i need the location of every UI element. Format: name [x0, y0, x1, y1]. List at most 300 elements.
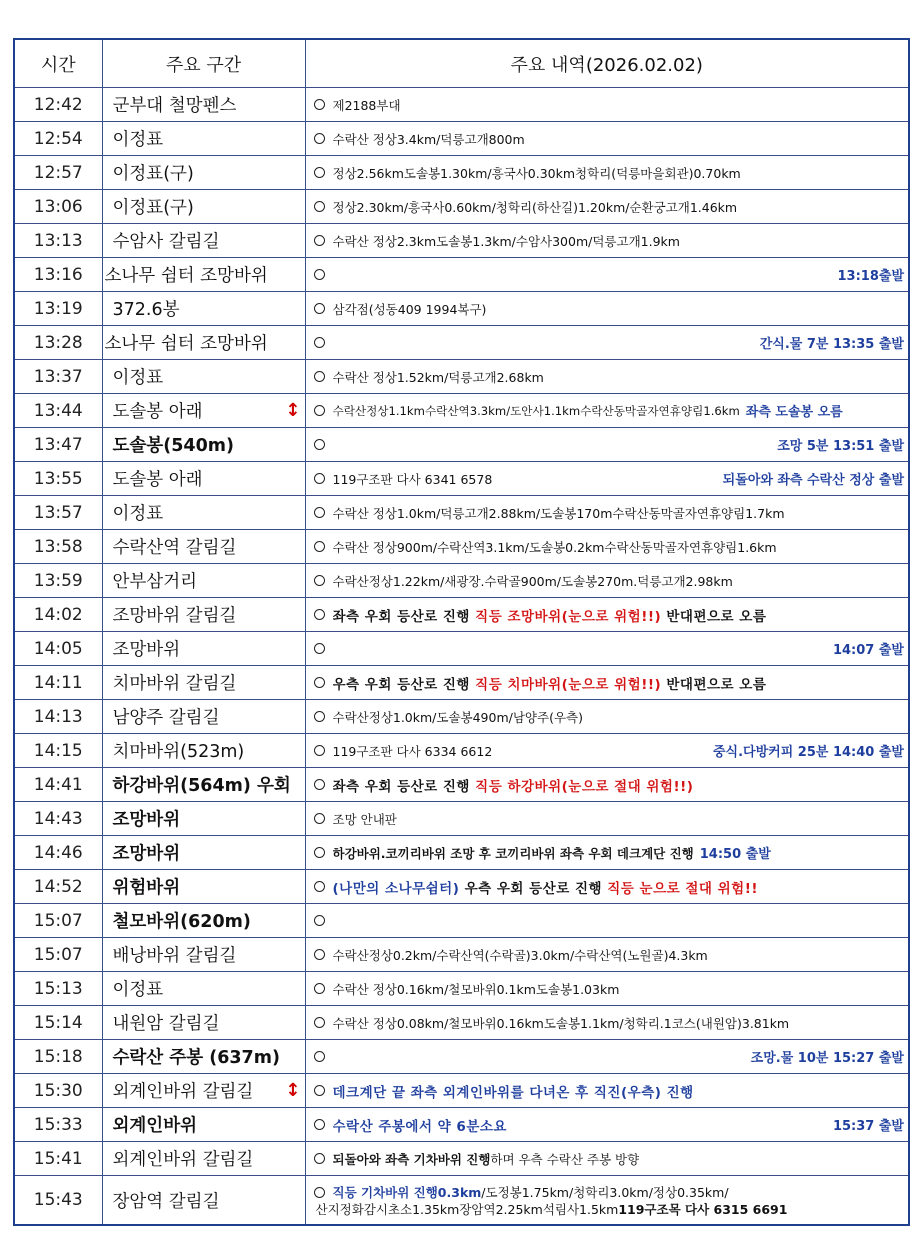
section-label: 치마바위 갈림길	[112, 674, 237, 694]
table-row	[14, 666, 909, 700]
detail-content	[314, 1014, 909, 1032]
circle-bullet-icon	[314, 371, 325, 382]
section-label: 이정표	[112, 368, 164, 388]
departure-note: 간식.물 7분 13:35 출발	[759, 337, 904, 352]
time-cell: 14:43	[14, 802, 102, 836]
detail-cell	[305, 734, 909, 768]
detail-body	[333, 572, 733, 590]
detail-content	[314, 1047, 909, 1066]
table-row	[14, 904, 909, 938]
section-cell	[102, 292, 305, 326]
detail-body	[333, 877, 759, 897]
inline-note: 좌측 도솔봉 오름	[745, 405, 843, 420]
time-cell: 14:11	[14, 666, 102, 700]
detail-text: 수락산 정상1.52km/덕릉고개2.68km	[332, 369, 544, 385]
section-label: 수락산역 갈림길	[112, 538, 237, 558]
circle-bullet-icon	[314, 1119, 325, 1130]
section-wrap	[113, 534, 305, 559]
section-label: 장암역 갈림길	[112, 1191, 220, 1212]
table-row	[14, 258, 909, 292]
time-cell: 15:07	[14, 938, 102, 972]
up-down-arrow-icon: ↕	[285, 400, 301, 421]
detail-body	[333, 605, 767, 625]
section-wrap	[113, 874, 305, 899]
section-cell	[102, 394, 305, 428]
detail-cell	[305, 1176, 909, 1226]
section-label: 이정표	[112, 130, 164, 150]
section-wrap	[113, 296, 305, 321]
section-cell	[102, 1006, 305, 1040]
circle-bullet-icon	[314, 881, 325, 892]
section-wrap	[113, 670, 305, 695]
detail-content	[314, 538, 909, 556]
section-cell	[102, 768, 305, 802]
circle-bullet-icon	[314, 99, 325, 110]
detail-line-1	[333, 1184, 788, 1201]
section-cell	[102, 802, 305, 836]
detail-cell	[305, 1108, 909, 1142]
time-cell: 13:06	[14, 190, 102, 224]
detail-body	[333, 742, 493, 760]
detail-content	[314, 1115, 909, 1135]
detail-text: 제2188부대	[332, 97, 401, 113]
detail-content	[314, 877, 909, 897]
section-cell	[102, 1074, 305, 1108]
departure-note: 15:37 출발	[832, 1119, 904, 1134]
detail-body	[333, 1150, 640, 1168]
time-cell: 14:15	[14, 734, 102, 768]
detail-cell	[305, 360, 909, 394]
section-label: 외계인바위 갈림길	[112, 1150, 254, 1170]
section-cell	[102, 360, 305, 394]
departure-note: 조망 5분 13:51 출발	[777, 439, 904, 454]
section-cell	[102, 666, 305, 700]
section-label: 수암사 갈림길	[112, 232, 220, 252]
section-label: 이정표(구)	[112, 198, 194, 218]
circle-bullet-icon	[314, 575, 325, 586]
section-cell	[102, 1142, 305, 1176]
detail-cell	[305, 768, 909, 802]
circle-bullet-icon	[314, 1017, 325, 1028]
section-wrap	[113, 942, 305, 967]
section-cell	[102, 462, 305, 496]
table-row	[14, 122, 909, 156]
time-cell: 15:43	[14, 1176, 102, 1226]
header-section: 주요 구간	[102, 39, 305, 88]
detail-body	[333, 232, 680, 250]
section-label: 조망바위	[112, 810, 181, 830]
section-wrap	[113, 1146, 305, 1171]
section-wrap	[113, 976, 305, 1001]
section-label: 도솔봉(540m)	[112, 436, 234, 456]
section-label: 외계인바위 갈림길	[112, 1082, 254, 1102]
circle-bullet-icon	[314, 1085, 325, 1096]
section-wrap	[113, 92, 305, 117]
time-cell: 13:16	[14, 258, 102, 292]
detail-cell	[305, 1142, 909, 1176]
detail-cell	[305, 972, 909, 1006]
circle-bullet-icon	[314, 473, 325, 484]
section-wrap	[113, 636, 305, 661]
detail-content	[314, 980, 909, 998]
detail-cell	[305, 224, 909, 258]
detail-content	[314, 775, 909, 795]
table-row	[14, 1142, 909, 1176]
section-label: 외계인바위	[112, 1116, 198, 1136]
detail-content	[314, 639, 909, 658]
detail-cell	[305, 598, 909, 632]
departure-note: 14:07 출발	[832, 643, 904, 658]
detail-cell	[305, 700, 909, 734]
detail-text: 직등 조망바위(눈으로 위험!!)	[475, 608, 662, 625]
circle-bullet-icon	[314, 507, 325, 518]
detail-text: 되돌아와 좌측 기차바위 진행	[332, 1151, 491, 1167]
time-cell: 14:52	[14, 870, 102, 904]
detail-text: 수락산 정상0.08km/철모바위0.16km도솔봉1.1km/청학리.1코스(내원암)3.81km	[332, 1015, 790, 1031]
hiking-log-table	[13, 38, 910, 1226]
section-wrap	[113, 398, 305, 423]
detail-body	[333, 775, 694, 795]
detail-cell	[305, 802, 909, 836]
table-row	[14, 224, 909, 258]
detail-cell	[305, 938, 909, 972]
detail-content	[314, 504, 909, 522]
table-row	[14, 156, 909, 190]
detail-body	[333, 1115, 507, 1135]
table-row	[14, 360, 909, 394]
time-cell: 15:13	[14, 972, 102, 1006]
detail-cell	[305, 326, 909, 360]
section-wrap	[113, 1078, 305, 1103]
section-label: 이정표	[112, 980, 164, 1000]
section-wrap	[113, 466, 305, 491]
detail-cell	[305, 1074, 909, 1108]
section-cell	[102, 326, 305, 360]
table-row	[14, 462, 909, 496]
time-cell: 13:59	[14, 564, 102, 598]
detail-content	[314, 232, 909, 250]
table-row	[14, 870, 909, 904]
detail-body	[333, 946, 708, 964]
time-cell: 13:19	[14, 292, 102, 326]
section-wrap	[113, 772, 305, 797]
table-row	[14, 632, 909, 666]
circle-bullet-icon	[314, 949, 325, 960]
detail-text: 119구조판 다사 6341 6578	[332, 471, 493, 487]
section-label: 내원암 갈림길	[112, 1014, 220, 1034]
circle-bullet-icon	[314, 677, 325, 688]
detail-text: 정상2.30km/흥국사0.60km/청학리(하산길)1.20km/순환궁고개1.46km	[332, 199, 738, 215]
detail-cell	[305, 530, 909, 564]
detail-text: 119구조목 다사 6315 6691	[618, 1202, 788, 1217]
section-label: 조망바위	[112, 640, 181, 660]
time-cell: 15:41	[14, 1142, 102, 1176]
section-cell	[102, 870, 305, 904]
section-cell	[102, 564, 305, 598]
section-cell	[102, 700, 305, 734]
time-cell: 14:41	[14, 768, 102, 802]
section-wrap	[113, 602, 305, 627]
table-row	[14, 836, 909, 870]
table-row	[14, 292, 909, 326]
section-wrap	[113, 908, 305, 933]
section-label: 소나무 쉼터 조망바위	[104, 266, 268, 286]
detail-cell	[305, 870, 909, 904]
detail-body	[333, 368, 544, 386]
detail-line-2	[316, 1201, 788, 1218]
section-cell	[102, 530, 305, 564]
detail-text: 하며 우측 수락산 주봉 방향	[490, 1151, 640, 1167]
section-label: 372.6봉	[112, 300, 180, 320]
detail-cell	[305, 666, 909, 700]
time-cell: 15:07	[14, 904, 102, 938]
section-cell	[102, 258, 305, 292]
section-label: 위험바위	[112, 878, 181, 898]
table-row	[14, 496, 909, 530]
detail-content	[314, 130, 909, 148]
section-wrap	[113, 432, 305, 457]
detail-content	[314, 708, 909, 726]
circle-bullet-icon	[314, 235, 325, 246]
time-cell: 13:47	[14, 428, 102, 462]
detail-text: 수락산 정상3.4km/덕릉고개800m	[332, 131, 525, 147]
table-row	[14, 190, 909, 224]
circle-bullet-icon	[314, 609, 325, 620]
time-cell: 12:57	[14, 156, 102, 190]
detail-cell	[305, 88, 909, 122]
detail-text: 우측 우회 등산로 진행	[464, 880, 608, 897]
detail-text: 조망 안내판	[332, 811, 397, 827]
detail-content	[314, 469, 909, 488]
detail-cell	[305, 428, 909, 462]
table-row	[14, 1108, 909, 1142]
detail-content	[314, 300, 909, 318]
section-label: 도솔봉 아래	[112, 402, 203, 422]
table-row	[14, 530, 909, 564]
section-label: 조망바위 갈림길	[112, 606, 237, 626]
detail-content	[314, 572, 909, 590]
time-cell: 13:44	[14, 394, 102, 428]
detail-cell	[305, 394, 909, 428]
section-wrap	[113, 1112, 305, 1137]
detail-content	[314, 368, 909, 386]
detail-content	[314, 435, 909, 454]
section-cell	[102, 428, 305, 462]
detail-cell	[305, 904, 909, 938]
circle-bullet-icon	[314, 541, 325, 552]
detail-content	[314, 333, 909, 352]
detail-text: 우측 우회 등산로 진행	[332, 676, 476, 693]
detail-text: 정상2.56km도솔봉1.30km/흥국사0.30km청학리(덕릉마을회관)0.70km	[332, 165, 741, 181]
detail-body	[333, 470, 493, 488]
detail-cell	[305, 292, 909, 326]
detail-text: (나만의 소나무쉼터)	[332, 880, 465, 897]
table-row	[14, 326, 909, 360]
section-wrap	[105, 330, 305, 355]
detail-cell	[305, 1006, 909, 1040]
time-cell: 15:14	[14, 1006, 102, 1040]
detail-text: 수락산 주봉에서 약 6분소요	[332, 1118, 507, 1135]
time-cell: 15:30	[14, 1074, 102, 1108]
detail-body	[333, 844, 694, 862]
table-row	[14, 428, 909, 462]
detail-cell	[305, 122, 909, 156]
circle-bullet-icon	[314, 745, 325, 756]
detail-body	[333, 538, 777, 556]
header-time: 시간	[14, 39, 102, 88]
detail-text: 직등 하강바위(눈으로 절대 위험!!)	[475, 778, 694, 795]
detail-body	[333, 673, 767, 693]
circle-bullet-icon	[314, 1051, 325, 1062]
time-cell: 13:58	[14, 530, 102, 564]
detail-content	[314, 198, 909, 216]
section-cell	[102, 938, 305, 972]
detail-text: 좌측 우회 등산로 진행	[332, 778, 476, 795]
section-label: 배낭바위 갈림길	[112, 946, 237, 966]
detail-content	[314, 1081, 909, 1101]
time-cell: 15:18	[14, 1040, 102, 1074]
detail-cell	[305, 496, 909, 530]
section-cell	[102, 88, 305, 122]
detail-text: 하강바위.코끼리바위 조망 후 코끼리바위 좌측 우회 데크계단 진행	[332, 845, 694, 861]
section-wrap	[113, 1010, 305, 1035]
time-cell: 13:55	[14, 462, 102, 496]
section-wrap	[113, 364, 305, 389]
detail-content	[314, 96, 909, 114]
section-cell	[102, 632, 305, 666]
detail-content	[314, 673, 909, 693]
section-wrap	[113, 160, 305, 185]
detail-body	[333, 980, 620, 998]
time-cell: 14:02	[14, 598, 102, 632]
detail-cell	[305, 258, 909, 292]
section-wrap	[113, 840, 305, 865]
circle-bullet-icon	[314, 439, 325, 450]
section-cell	[102, 496, 305, 530]
detail-body	[333, 164, 741, 182]
section-cell	[102, 190, 305, 224]
detail-cell	[305, 190, 909, 224]
circle-bullet-icon	[314, 405, 325, 416]
section-wrap	[113, 1044, 305, 1069]
circle-bullet-icon	[314, 915, 325, 926]
time-cell: 13:28	[14, 326, 102, 360]
table-row	[14, 972, 909, 1006]
detail-cell	[305, 462, 909, 496]
section-label: 도솔봉 아래	[112, 470, 203, 490]
detail-content	[314, 843, 909, 862]
table-row	[14, 768, 909, 802]
circle-bullet-icon	[314, 337, 325, 348]
section-cell	[102, 904, 305, 938]
detail-content	[314, 915, 909, 926]
table-row	[14, 1040, 909, 1074]
circle-bullet-icon	[314, 201, 325, 212]
departure-note: 되돌아와 좌측 수락산 정상 출발	[722, 473, 904, 488]
table-row	[14, 802, 909, 836]
circle-bullet-icon	[314, 269, 325, 280]
header-row	[14, 39, 909, 88]
section-wrap	[113, 806, 305, 831]
detail-cell	[305, 1040, 909, 1074]
detail-content	[314, 810, 909, 828]
detail-cell	[305, 564, 909, 598]
detail-text: 수락산정상0.2km/수락산역(수락골)3.0km/수락산역(노원골)4.3km	[332, 947, 708, 963]
detail-text: 반대편으로 오름	[661, 608, 767, 625]
detail-body	[333, 403, 740, 419]
time-cell: 15:33	[14, 1108, 102, 1142]
table-body	[14, 88, 909, 1226]
table-row	[14, 598, 909, 632]
circle-bullet-icon	[314, 779, 325, 790]
departure-note: 13:18출발	[837, 269, 904, 284]
table-row	[14, 88, 909, 122]
detail-cell	[305, 156, 909, 190]
section-cell	[102, 1040, 305, 1074]
detail-body	[333, 504, 785, 522]
section-cell	[102, 122, 305, 156]
circle-bullet-icon	[314, 167, 325, 178]
detail-content	[314, 265, 909, 284]
time-cell: 13:37	[14, 360, 102, 394]
detail-lines	[315, 1184, 788, 1218]
section-cell	[102, 598, 305, 632]
circle-bullet-icon	[314, 711, 325, 722]
detail-text: 119구조판 다사 6334 6612	[332, 743, 493, 759]
detail-text: 수락산정상1.22km/새광장.수락골900m/도솔봉270m.덕릉고개2.98km	[332, 573, 733, 589]
circle-bullet-icon	[314, 813, 325, 824]
table-row	[14, 564, 909, 598]
section-wrap	[105, 262, 305, 287]
section-cell	[102, 1108, 305, 1142]
detail-text: 직등 눈으로 절대 위험!!	[607, 880, 759, 897]
detail-text: 수락산정상1.1km수락산역3.3km/도안사1.1km수락산동막골자연휴양림1.6km	[332, 403, 740, 418]
detail-text: 직등 기차바위 진행0.3km	[332, 1185, 482, 1200]
section-wrap	[113, 738, 305, 763]
detail-body	[333, 96, 401, 114]
detail-body	[333, 810, 397, 828]
section-label: 치마바위(523m)	[112, 742, 245, 762]
table-row	[14, 1006, 909, 1040]
time-cell: 14:13	[14, 700, 102, 734]
section-label: 이정표	[112, 504, 164, 524]
section-label: 조망바위	[112, 844, 181, 864]
inline-note: 14:50 출발	[699, 847, 771, 862]
detail-text: 수락산 정상1.0km/덕릉고개2.88km/도솔봉170m수락산동막골자연휴양림1.7km	[332, 505, 785, 521]
circle-bullet-icon	[314, 1187, 325, 1198]
up-down-arrow-icon: ↕	[285, 1080, 301, 1101]
detail-text: 산지정화감시초소1.35km장암역2.25km석림사1.5km	[315, 1202, 619, 1217]
detail-content	[314, 741, 909, 760]
circle-bullet-icon	[314, 983, 325, 994]
section-wrap	[113, 126, 305, 151]
detail-content	[314, 946, 909, 964]
section-cell	[102, 156, 305, 190]
detail-content	[314, 605, 909, 625]
circle-bullet-icon	[314, 1153, 325, 1164]
time-cell: 14:05	[14, 632, 102, 666]
detail-body	[333, 1014, 790, 1032]
detail-text: 삼각점(성동409 1994복구)	[332, 301, 487, 317]
section-wrap	[113, 500, 305, 525]
detail-text: 반대편으로 오름	[661, 676, 767, 693]
departure-note: 조망.물 10분 15:27 출발	[750, 1051, 904, 1066]
section-cell	[102, 734, 305, 768]
detail-cell	[305, 632, 909, 666]
circle-bullet-icon	[314, 303, 325, 314]
header-details: 주요 내역(2026.02.02)	[305, 39, 909, 88]
section-label: 안부삼거리	[112, 572, 198, 592]
